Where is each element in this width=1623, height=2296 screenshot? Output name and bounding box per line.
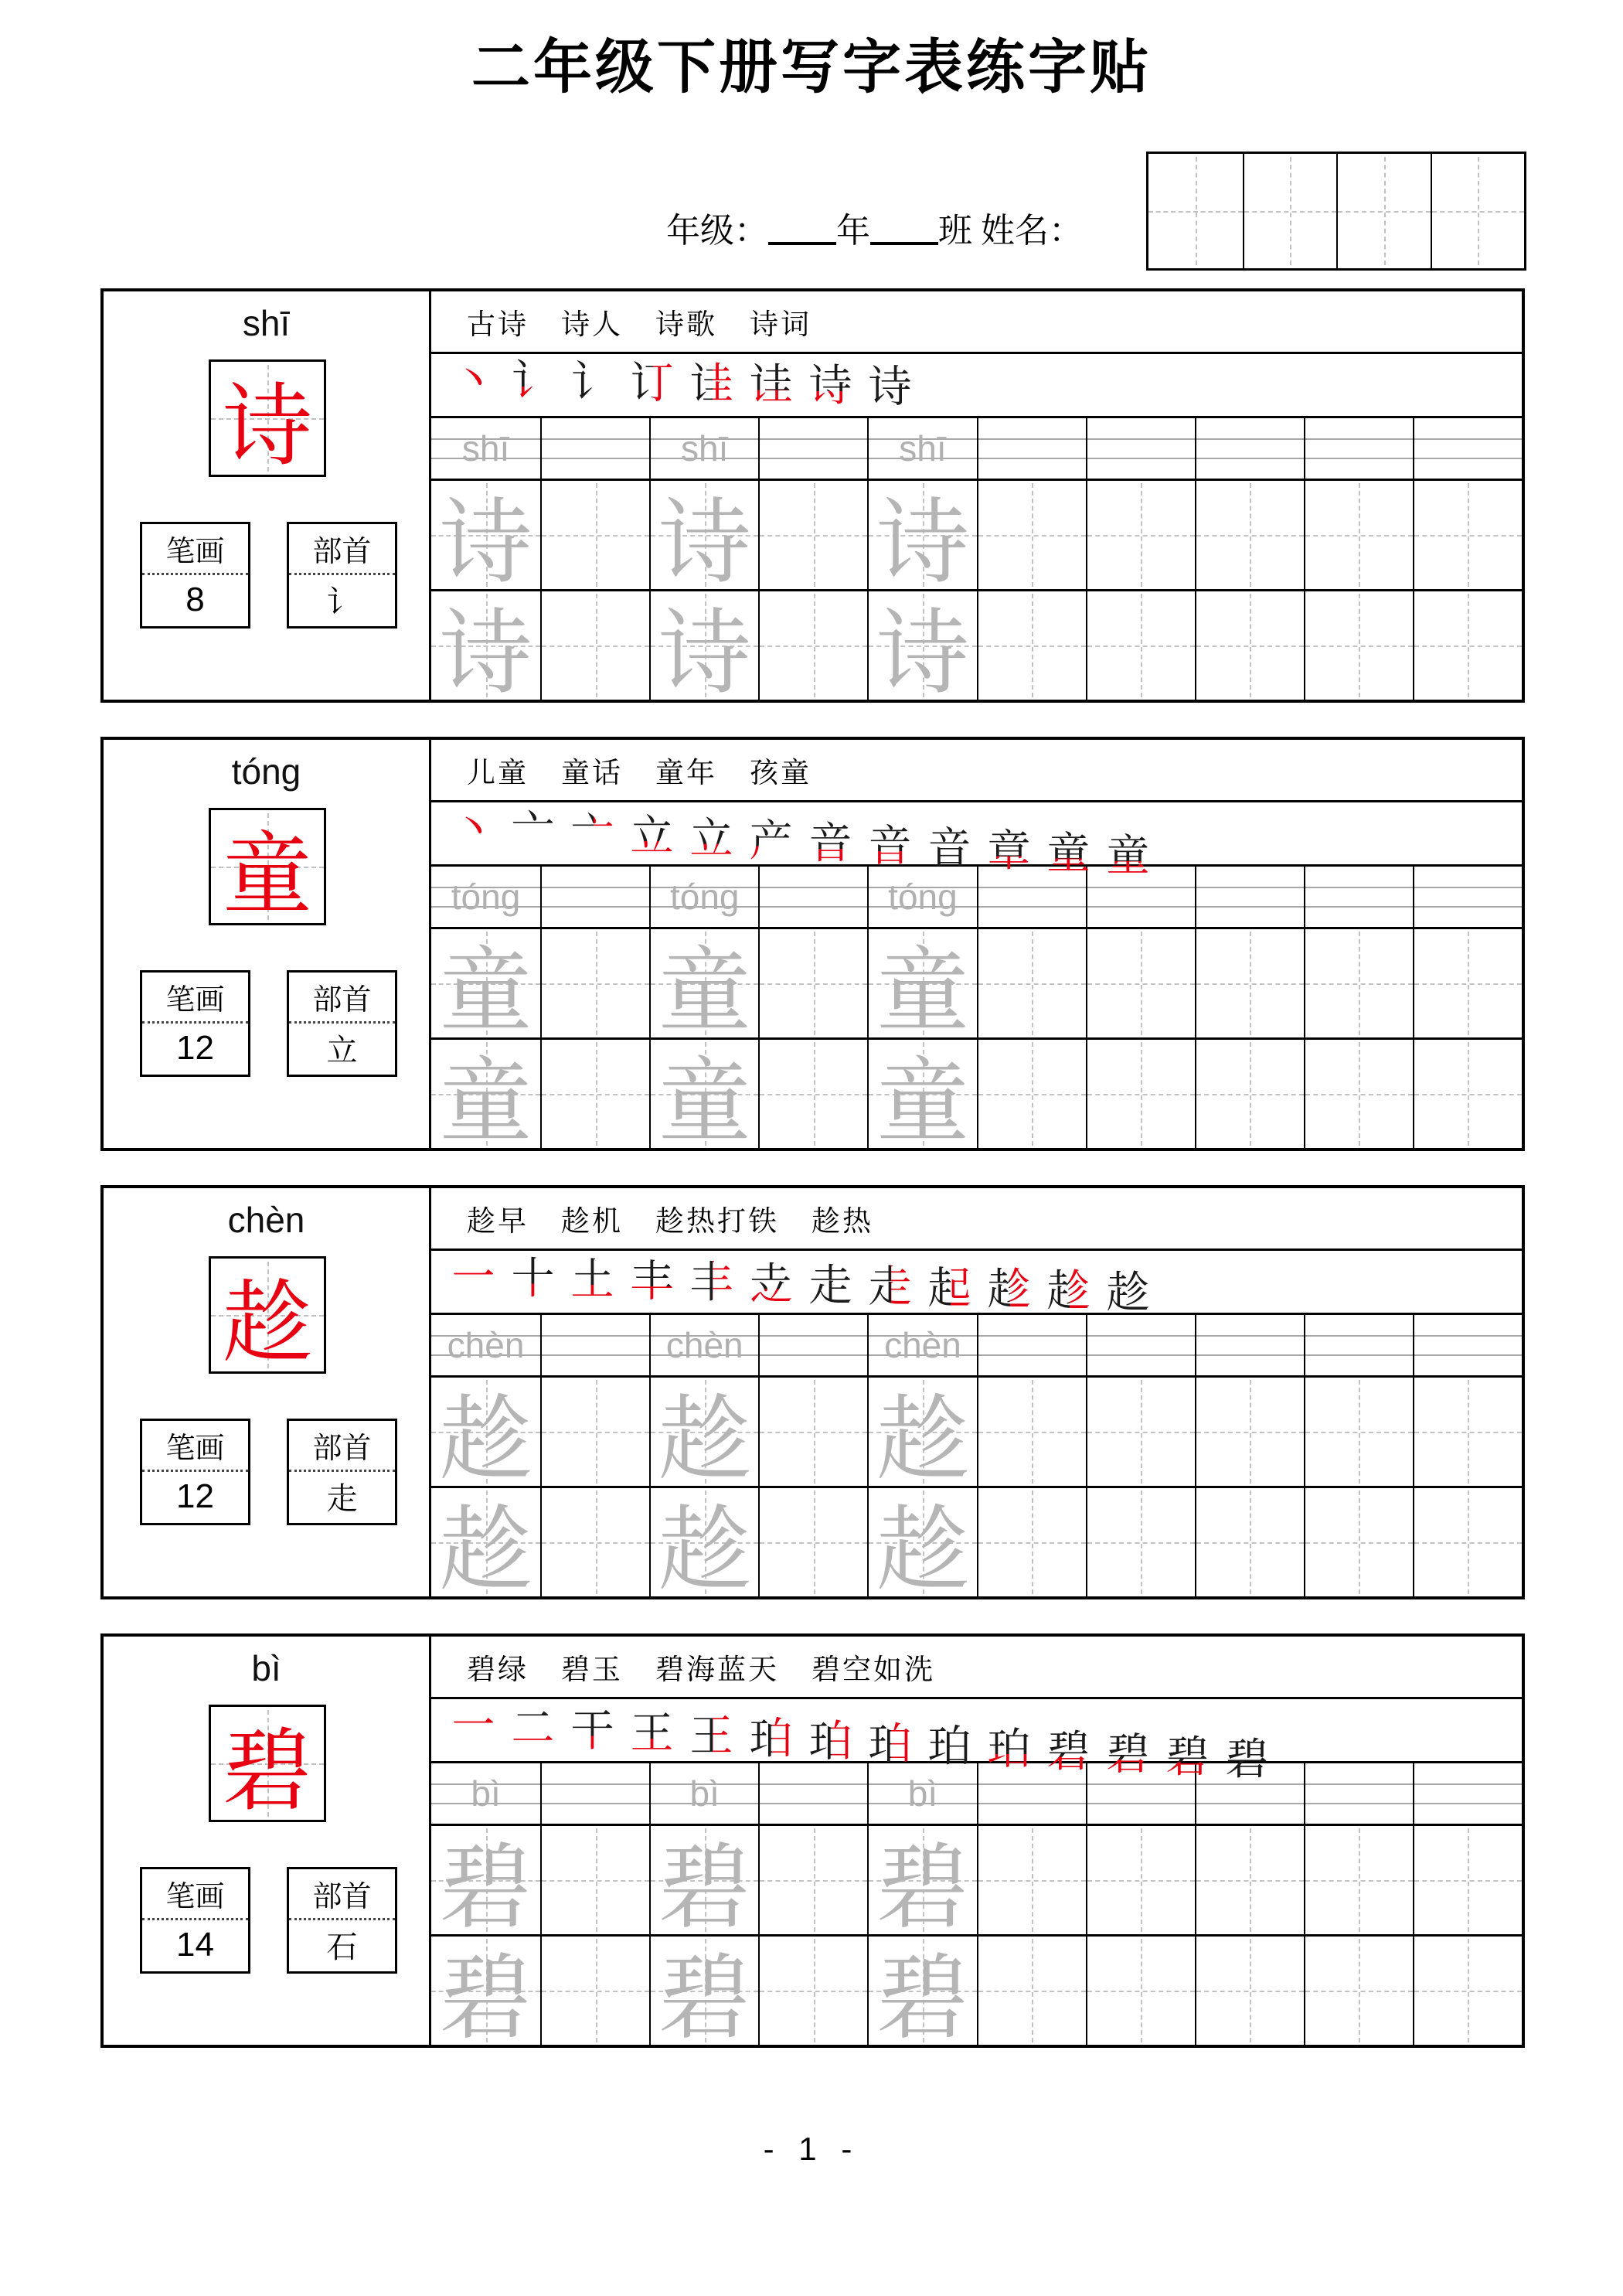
tianzige-cell xyxy=(867,1040,976,1153)
tianzige-cell[interactable] xyxy=(1413,1826,1522,1934)
tianzige-cell xyxy=(867,1826,976,1940)
tianzige-cell[interactable] xyxy=(1413,1937,1522,2045)
radical-label: 部首 xyxy=(289,1421,395,1472)
example-word: 孩童 xyxy=(750,758,812,789)
tianzige-cell[interactable] xyxy=(1413,1040,1522,1148)
tianzige-cell[interactable] xyxy=(758,1040,867,1148)
tianzige-cell[interactable] xyxy=(1304,1378,1413,1486)
pinyin-cell[interactable] xyxy=(758,418,867,479)
example-character: 趁 xyxy=(223,1274,312,1374)
character-practice-row xyxy=(431,1375,1522,1491)
tianzige-cell[interactable] xyxy=(977,1937,1086,2045)
tianzige-cell[interactable] xyxy=(977,481,1086,589)
name-cell[interactable] xyxy=(1336,154,1431,268)
stroke-step: 碧 xyxy=(1158,1731,1217,1785)
tianzige-cell xyxy=(431,1488,540,1602)
words-row xyxy=(431,740,1522,800)
pinyin-cell[interactable] xyxy=(1304,1315,1413,1375)
block-pinyin-label: bì xyxy=(251,1648,281,1688)
tianzige-cell[interactable] xyxy=(1195,1488,1304,1596)
tracing-character: 诗 xyxy=(658,492,751,594)
stroke-step: 亠 xyxy=(563,807,622,861)
practice-block xyxy=(100,737,1525,1151)
stroke-step: 王 xyxy=(682,1710,741,1764)
stroke-step: 章 xyxy=(979,825,1039,879)
tianzige-cell[interactable] xyxy=(1304,1937,1413,2045)
tianzige-cell[interactable] xyxy=(758,591,867,700)
stroke-step: 丰 xyxy=(682,1256,741,1310)
tianzige-cell xyxy=(649,1488,758,1602)
stroke-step: 趁 xyxy=(1039,1265,1098,1319)
pinyin-cell[interactable] xyxy=(1195,1315,1304,1375)
stroke-step: 诖 xyxy=(682,358,741,412)
stroke-count-label: 笔画 xyxy=(142,1421,248,1472)
tracing-character: 诗 xyxy=(658,602,751,705)
tianzige-cell[interactable] xyxy=(1413,1488,1522,1596)
pinyin-trace-text: chèn xyxy=(447,1325,525,1365)
pinyin-cell[interactable] xyxy=(758,867,867,927)
stroke-step: 趁 xyxy=(979,1263,1039,1317)
tianzige-cell[interactable] xyxy=(1195,1040,1304,1148)
radical-value: 讠 xyxy=(326,584,358,619)
tracing-character: 碧 xyxy=(439,1837,532,1940)
stroke-order-row xyxy=(431,800,1522,881)
stroke-step: 起 xyxy=(920,1262,979,1316)
pinyin-cell[interactable] xyxy=(540,867,649,927)
tianzige-cell xyxy=(431,1826,540,1940)
stroke-step: 珀 xyxy=(979,1723,1039,1777)
tianzige-cell[interactable] xyxy=(977,929,1086,1037)
stroke-step: 丶 xyxy=(451,806,495,853)
radical-label: 部首 xyxy=(289,973,395,1024)
tianzige-cell[interactable] xyxy=(1086,591,1195,700)
tianzige-cell xyxy=(649,591,758,705)
example-character: 童 xyxy=(223,826,312,925)
stroke-step: 音 xyxy=(860,819,920,874)
tianzige-cell xyxy=(431,481,540,594)
tianzige-cell[interactable] xyxy=(540,1378,649,1486)
practice-block xyxy=(100,1185,1525,1602)
tianzige-cell[interactable] xyxy=(540,929,649,1037)
tianzige-cell[interactable] xyxy=(1086,1378,1195,1486)
pinyin-trace-text: bì xyxy=(471,1773,501,1814)
stroke-step: 诗 xyxy=(868,363,912,412)
pinyin-trace-text: tóng xyxy=(888,877,958,917)
pinyin-cell[interactable] xyxy=(1304,867,1413,927)
tianzige-cell xyxy=(649,481,758,594)
stroke-step: 王 xyxy=(622,1707,682,1761)
stroke-step: 碧 xyxy=(1039,1725,1098,1780)
tianzige-cell[interactable] xyxy=(977,1826,1086,1934)
pinyin-cell[interactable] xyxy=(540,1763,649,1824)
tianzige-cell[interactable] xyxy=(1195,1378,1304,1486)
character-practice-row xyxy=(431,1037,1522,1153)
tianzige-cell[interactable] xyxy=(1195,1826,1304,1934)
tracing-character: 诗 xyxy=(439,492,532,594)
example-word: 儿童 xyxy=(467,758,529,789)
tianzige-cell xyxy=(431,929,540,1043)
pinyin-cell[interactable] xyxy=(540,418,649,479)
stroke-step: 珀 xyxy=(741,1712,801,1766)
tianzige-cell[interactable] xyxy=(1195,591,1304,700)
tianzige-cell[interactable] xyxy=(540,591,649,700)
tianzige-cell[interactable] xyxy=(758,929,867,1037)
pinyin-trace-text: shī xyxy=(681,428,729,468)
example-word: 趁机 xyxy=(561,1206,623,1238)
radical-value: 走 xyxy=(326,1481,358,1516)
pinyin-trace-text: chèn xyxy=(884,1325,961,1365)
pinyin-cell[interactable] xyxy=(1413,867,1522,927)
stroke-step: 走 xyxy=(808,1262,852,1310)
stroke-count-value: 12 xyxy=(176,1477,214,1515)
block-pinyin-label: tóng xyxy=(231,751,301,792)
tracing-character: 童 xyxy=(876,940,969,1043)
tianzige-cell[interactable] xyxy=(1086,1937,1195,2045)
stroke-order-row xyxy=(431,1248,1522,1317)
pinyin-cell[interactable] xyxy=(1304,1763,1413,1824)
example-word: 诗人 xyxy=(561,309,623,341)
words-row xyxy=(431,291,1522,352)
example-word: 碧绿 xyxy=(467,1654,529,1686)
stroke-step: 一 xyxy=(451,1702,495,1750)
tianzige-cell xyxy=(867,1378,976,1491)
stroke-count-value: 14 xyxy=(176,1925,214,1964)
tianzige-cell[interactable] xyxy=(1304,1826,1413,1934)
stroke-step: 童 xyxy=(1039,827,1098,881)
stroke-step: 十 xyxy=(503,1252,563,1306)
radical-value: 立 xyxy=(326,1033,358,1068)
stroke-step: 干 xyxy=(563,1705,622,1759)
tracing-character: 碧 xyxy=(876,1947,969,2050)
tracing-character: 童 xyxy=(439,940,532,1043)
tianzige-cell[interactable] xyxy=(758,1826,867,1934)
pinyin-cell[interactable] xyxy=(977,418,1086,479)
name-cell[interactable] xyxy=(1148,154,1243,268)
stroke-step: 碧 xyxy=(1225,1736,1269,1785)
stroke-step: 诗 xyxy=(801,359,860,414)
radical-label: 部首 xyxy=(289,1869,395,1920)
stroke-count-label: 笔画 xyxy=(142,1869,248,1920)
tracing-character: 碧 xyxy=(439,1947,532,2050)
block-left-panel xyxy=(104,740,431,1148)
tianzige-cell xyxy=(431,1937,540,2050)
year-label: 年 xyxy=(836,212,870,250)
block-left-panel xyxy=(104,1188,431,1596)
tianzige-cell xyxy=(431,1378,540,1491)
stroke-step: 赱 xyxy=(741,1258,801,1312)
example-word: 趁热打铁 xyxy=(655,1206,779,1238)
block-practice-area xyxy=(431,1637,1522,2050)
pinyin-cell[interactable] xyxy=(1195,418,1304,479)
class-name-label: 班 姓名： xyxy=(938,212,1083,250)
pinyin-cell[interactable] xyxy=(758,1315,867,1375)
block-practice-area xyxy=(431,1188,1522,1602)
tianzige-cell xyxy=(867,591,976,705)
example-character-box xyxy=(209,1705,326,1822)
tracing-character: 诗 xyxy=(439,602,532,705)
tianzige-cell xyxy=(431,1040,540,1153)
tianzige-cell xyxy=(867,1488,976,1602)
stroke-step: 二 xyxy=(503,1702,563,1756)
tracing-character: 趁 xyxy=(658,1499,751,1602)
tracing-character: 趁 xyxy=(439,1388,532,1491)
example-character-box xyxy=(209,1256,326,1374)
stroke-order-row xyxy=(431,352,1522,416)
example-word: 童年 xyxy=(655,758,717,789)
example-word: 诗词 xyxy=(750,309,812,341)
tianzige-cell[interactable] xyxy=(1304,481,1413,589)
example-character: 诗 xyxy=(223,377,312,477)
tracing-character: 碧 xyxy=(658,1947,751,2050)
pinyin-trace-text: tóng xyxy=(451,877,521,917)
stroke-count-box xyxy=(140,1867,250,1974)
tracing-character: 碧 xyxy=(658,1837,751,1940)
stroke-count-value: 12 xyxy=(176,1028,214,1067)
grade-label: 年级： xyxy=(666,212,768,250)
tianzige-cell xyxy=(649,1040,758,1153)
block-practice-area xyxy=(431,740,1522,1153)
tracing-character: 趁 xyxy=(876,1388,969,1491)
tracing-character: 趁 xyxy=(658,1388,751,1491)
pinyin-cell[interactable] xyxy=(1086,1315,1195,1375)
tracing-character: 碧 xyxy=(876,1837,969,1940)
example-word: 诗歌 xyxy=(655,309,717,341)
pinyin-guide-row xyxy=(431,1313,1522,1375)
radical-box xyxy=(287,1419,397,1525)
stroke-step: 珀 xyxy=(801,1715,860,1769)
stroke-count-box xyxy=(140,1419,250,1525)
tianzige-cell[interactable] xyxy=(1086,481,1195,589)
pinyin-trace-text: shī xyxy=(461,428,510,468)
tianzige-cell[interactable] xyxy=(758,1488,867,1596)
pinyin-cell[interactable] xyxy=(1413,418,1522,479)
words-row xyxy=(431,1188,1522,1248)
tianzige-cell[interactable] xyxy=(977,1378,1086,1486)
stroke-step: 走 xyxy=(860,1261,920,1315)
pinyin-cell[interactable] xyxy=(1413,1315,1522,1375)
page-title: 二年级下册写字表练字贴 xyxy=(471,35,1152,100)
stroke-count-box xyxy=(140,970,250,1077)
pinyin-guide-row xyxy=(431,416,1522,479)
name-writing-grid[interactable] xyxy=(1146,152,1526,271)
tianzige-cell xyxy=(649,1826,758,1940)
radical-box xyxy=(287,522,397,629)
practice-block xyxy=(100,288,1525,703)
stroke-step: 产 xyxy=(741,815,801,869)
words-row xyxy=(431,1637,1522,1697)
tianzige-cell[interactable] xyxy=(1413,1378,1522,1486)
example-character-box xyxy=(209,808,326,925)
tracing-character: 趁 xyxy=(439,1499,532,1602)
stroke-count-label: 笔画 xyxy=(142,973,248,1024)
tracing-character: 童 xyxy=(876,1051,969,1153)
stroke-step: 珀 xyxy=(860,1718,920,1772)
pinyin-cell[interactable] xyxy=(540,1315,649,1375)
example-word: 趁热 xyxy=(812,1206,873,1238)
tianzige-cell xyxy=(867,1937,976,2050)
tianzige-cell xyxy=(867,929,976,1043)
tianzige-cell[interactable] xyxy=(758,1937,867,2045)
stroke-step: 讠 xyxy=(563,356,622,410)
tianzige-cell[interactable] xyxy=(1304,929,1413,1037)
page-number: - 1 - xyxy=(763,2131,860,2167)
tianzige-cell[interactable] xyxy=(758,1378,867,1486)
example-word: 碧空如洗 xyxy=(812,1654,935,1686)
character-practice-row xyxy=(431,479,1522,594)
tianzige-cell[interactable] xyxy=(1086,929,1195,1037)
name-cell[interactable] xyxy=(1243,154,1337,268)
tianzige-cell[interactable] xyxy=(1304,1488,1413,1596)
tianzige-cell[interactable] xyxy=(1413,481,1522,589)
stroke-order-row xyxy=(431,1697,1522,1785)
radical-box xyxy=(287,970,397,1077)
example-word: 古诗 xyxy=(467,309,529,341)
stroke-step: 音 xyxy=(801,817,860,871)
pinyin-cell[interactable] xyxy=(1413,1763,1522,1824)
example-character: 碧 xyxy=(223,1722,312,1822)
name-cell[interactable] xyxy=(1431,154,1525,268)
stroke-step: 珀 xyxy=(927,1723,971,1772)
tianzige-cell xyxy=(431,591,540,705)
stroke-step: 土 xyxy=(563,1254,622,1308)
stroke-step: 丶 xyxy=(451,357,495,405)
tianzige-cell[interactable] xyxy=(977,591,1086,700)
pinyin-trace-text: bì xyxy=(907,1773,938,1814)
stroke-step: 立 xyxy=(682,812,741,867)
stroke-step: 一 xyxy=(451,1254,495,1302)
tianzige-cell xyxy=(867,481,976,594)
tianzige-cell[interactable] xyxy=(540,1937,649,2045)
character-practice-row xyxy=(431,589,1522,705)
example-word: 碧海蓝天 xyxy=(655,1654,779,1686)
block-pinyin-label: shī xyxy=(242,303,291,343)
stroke-step: 碧 xyxy=(1098,1728,1158,1782)
practice-block xyxy=(100,1633,1525,2048)
tianzige-cell xyxy=(649,929,758,1043)
pinyin-trace-text: chèn xyxy=(665,1325,743,1365)
character-practice-row xyxy=(431,927,1522,1043)
pinyin-cell[interactable] xyxy=(1086,418,1195,479)
tracing-character: 童 xyxy=(439,1051,532,1153)
tianzige-cell[interactable] xyxy=(1195,481,1304,589)
class-blank-field[interactable] xyxy=(870,211,938,245)
tianzige-cell[interactable] xyxy=(977,1488,1086,1596)
tianzige-cell[interactable] xyxy=(1195,929,1304,1037)
tianzige-cell[interactable] xyxy=(540,1040,649,1148)
tianzige-cell[interactable] xyxy=(1086,1488,1195,1596)
stroke-count-value: 8 xyxy=(185,580,205,618)
example-character-box xyxy=(209,359,326,477)
character-practice-row xyxy=(431,1824,1522,1940)
tracing-character: 诗 xyxy=(876,602,969,705)
tracing-character: 童 xyxy=(658,940,751,1043)
student-info-line xyxy=(666,203,1083,252)
tianzige-cell[interactable] xyxy=(1195,1937,1304,2045)
tianzige-cell[interactable] xyxy=(540,1488,649,1596)
pinyin-cell[interactable] xyxy=(977,1315,1086,1375)
stroke-step: 丰 xyxy=(622,1255,682,1309)
radical-value: 石 xyxy=(326,1930,358,1964)
example-word: 童话 xyxy=(561,758,623,789)
example-word: 碧玉 xyxy=(561,1654,623,1686)
stroke-step: 立 xyxy=(622,810,682,864)
tianzige-cell[interactable] xyxy=(1304,591,1413,700)
pinyin-trace-text: shī xyxy=(899,428,947,468)
tianzige-cell[interactable] xyxy=(1413,929,1522,1037)
tianzige-cell[interactable] xyxy=(540,1826,649,1934)
radical-label: 部首 xyxy=(289,524,395,575)
stroke-step: 诖 xyxy=(741,359,801,413)
example-word: 趁早 xyxy=(467,1206,529,1238)
tracing-character: 趁 xyxy=(876,1499,969,1602)
tianzige-cell[interactable] xyxy=(758,481,867,589)
pinyin-trace-text: bì xyxy=(689,1773,720,1814)
block-left-panel xyxy=(104,291,431,700)
stroke-count-box xyxy=(140,522,250,629)
character-practice-row xyxy=(431,1486,1522,1602)
tianzige-cell xyxy=(649,1378,758,1491)
stroke-step: 讠 xyxy=(503,355,563,409)
grade-blank-field[interactable] xyxy=(768,211,836,245)
radical-box xyxy=(287,1867,397,1974)
pinyin-cell[interactable] xyxy=(758,1763,867,1824)
character-practice-row xyxy=(431,1934,1522,2050)
tianzige-cell[interactable] xyxy=(1086,1826,1195,1934)
stroke-step: 订 xyxy=(622,357,682,411)
stroke-step: 音 xyxy=(927,825,971,874)
tianzige-cell[interactable] xyxy=(1304,1040,1413,1148)
tianzige-cell[interactable] xyxy=(1086,1040,1195,1148)
block-left-panel xyxy=(104,1637,431,2045)
tianzige-cell[interactable] xyxy=(540,481,649,589)
tianzige-cell xyxy=(649,1937,758,2050)
pinyin-cell[interactable] xyxy=(1195,867,1304,927)
tracing-character: 童 xyxy=(658,1051,751,1153)
tianzige-cell[interactable] xyxy=(1413,591,1522,700)
stroke-step: 童 xyxy=(1098,829,1158,884)
pinyin-trace-text: tóng xyxy=(669,877,740,917)
block-practice-area xyxy=(431,291,1522,705)
stroke-step: 趁 xyxy=(1106,1269,1150,1317)
stroke-step: 亠 xyxy=(503,805,563,859)
stroke-count-label: 笔画 xyxy=(142,524,248,575)
tianzige-cell[interactable] xyxy=(977,1040,1086,1148)
pinyin-cell[interactable] xyxy=(1304,418,1413,479)
tracing-character: 诗 xyxy=(876,492,969,594)
block-pinyin-label: chèn xyxy=(227,1200,305,1240)
